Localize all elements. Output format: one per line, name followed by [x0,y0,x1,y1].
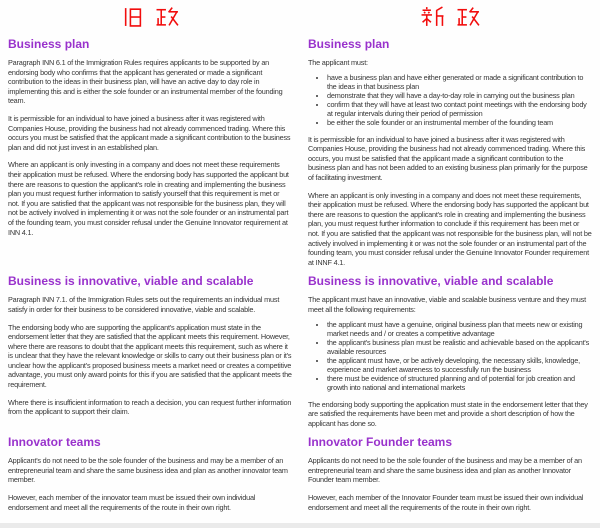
bullet-item: • have a business plan and have either generated or made a significant contribution to the ideas in that business plan [327,73,592,91]
paragraph: The endorsing body supporting the application must state in the endorsement letter that they are satisfied the requirements have been met and provide a short description of how the applicant has done so. [308,399,588,428]
paragraph: Where there is insufficient information to reach a decision, you can request further information from the applicant to support their claim. [8,397,292,417]
bullet-item: • there must be evidence of structured planning and of potential for job creation and growth into national and international markets [327,374,592,392]
requirements-list [308,320,592,392]
paragraph: Paragraph INN 7.1. of the Immigration Rules sets out the requirements an individual must satisfy in order for their business to be considered innovative, viable and scalable. [8,295,280,314]
section-heading: Business is innovative, viable and scalable [8,274,254,289]
section-heading: Innovator teams [8,435,101,450]
old-section-innovative-viable-scalable [8,275,292,428]
char-jiu-old-icon [122,6,143,27]
paragraph: The endorsing body who are supporting the applicant's application must state in the endorsement letter that they are satisfied that the applicant meets this requirement. However, where there are reasons to doubt that the applicant meets this requirement, such as where it is unclear that they have the relevant knowledge or skills to carry out their business plan or it's unclear how the applicant's proposed business meets a market need or creates a competitive advantage, you must only award points for this if you are satisfied that the applicant meets the requirement. [8,322,292,390]
new-section-innovator-founder-teams [308,436,592,512]
section-heading: Business plan [8,37,90,51]
old-policy-title [8,2,292,30]
section-heading: Business is innovative, viable and scalable [308,274,554,289]
section-heading: Business plan [308,37,390,51]
section-heading: Innovator Founder teams [308,435,453,450]
bullet-item: • the applicant's business plan must be realistic and achievable based on the applicant's available resources [327,338,592,356]
paragraph: Where an applicant is only investing in a company and does not meet these requirements, their application must be refused. Where the endorsing body has supported the applicant but there are reasons to question the applicant's role in creating and implementing the business plan, you must request further information to conclude if this requirement has been met or not. If you are satisfied that the applicant was not responsible for the business plan, will not be actively involved in implementing it or was not the sole founder or an instrumental part of the founding team, you must consider refusal under the Genuine Innovator Founder requirement at INNF 4.1. [308,190,592,267]
char-zheng-icon [457,6,480,27]
bullet-item: • the applicant must have, or be actively developing, the necessary skills, knowledge, experience and market awareness to successfully run the business [327,356,592,374]
bullet-item: • the applicant must have a genuine, original business plan that meets new or existing market needs and / or creates a competitive advantage [327,320,592,338]
bullet-item: • confirm that they will have at least two contact point meetings with the endorsing body at regular intervals during their period of permission [327,100,592,118]
bullet-item: • be either the sole founder or an instrumental member of the founding team [327,118,592,127]
char-zheng-icon [156,6,179,27]
bullet-item: • demonstrate that they will have a day-to-day role in carrying out the business plan [327,91,592,100]
requirements-list [308,73,592,127]
paragraph: It is permissible for an individual to have joined a business after it was registered with Companies House, providing the business had not already commenced trading. Where this occurs, you must be satisfied that the applicant made a significant contribution to the business plan and has not been added to an existing business plan primarily for the purpose of facilitating investment. [308,134,588,182]
list-intro: The applicant must have an innovative, viable and scalable business venture and they must meet all the following requirements: [308,295,586,314]
old-section-innovator-teams [8,436,292,512]
paragraph: Applicant's do not need to be the sole founder of the business and may be a member of an entrepreneurial team and share the same business idea and plan as another innovator team member. [8,456,288,485]
char-xin-new-icon [421,6,444,27]
paragraph: However, each member of the Innovator Founder team must be issued their own individual endorsement and meet all the requirements of the route in their own right. [308,493,584,512]
list-intro: The applicant must: [308,58,368,67]
paragraph: It is permissible for an individual to have joined a business after it was registered with Companies House, providing the business had not already commenced trading. Where this occurs you must be satisfied that the applicant made a significant contribution to the business plan and did not just invest in an established plan. [8,113,291,152]
new-section-business-plan [308,38,592,267]
paragraph: Paragraph INN 6.1 of the Immigration Rules requires applicants to be supported by an endorsing body who confirms that the applicant has generated or made a significant contribution to the ideas in their business plan, will have an active day to day role in implementing this and is either the sole founder or an instrumental member of the founding team. [8,58,283,106]
bottom-edge [0,523,600,528]
old-section-business-plan [8,38,292,267]
paragraph: However, each member of the innovator team must be issued their own individual endorsement and meet all the requirements of the route in their own right. [8,493,256,512]
new-policy-title [308,2,592,30]
paragraph: Applicants do not need to be the sole founder of the business and may be a member of an entrepreneurial team and share the same business idea and plan as another Innovator Founder team member. [308,456,582,485]
new-section-innovative-viable-scalable [308,275,592,428]
paragraph: Where an applicant is only investing in a company and does not meet these requirements their application must be refused. Where the endorsing body has supported the applicant but there are reasons to question the applicant's role in creating and implementing the business plan you must request further information to satisfy yourself that this requirement is met or not. If you are satisfied that the applicant was not responsible for the business plan, they will not be actively involved in implementing it or was not the sole founder or an instrumental part of the founding team, you must consider refusal under the Genuine Innovator requirement at INN 4.1. [8,160,289,237]
